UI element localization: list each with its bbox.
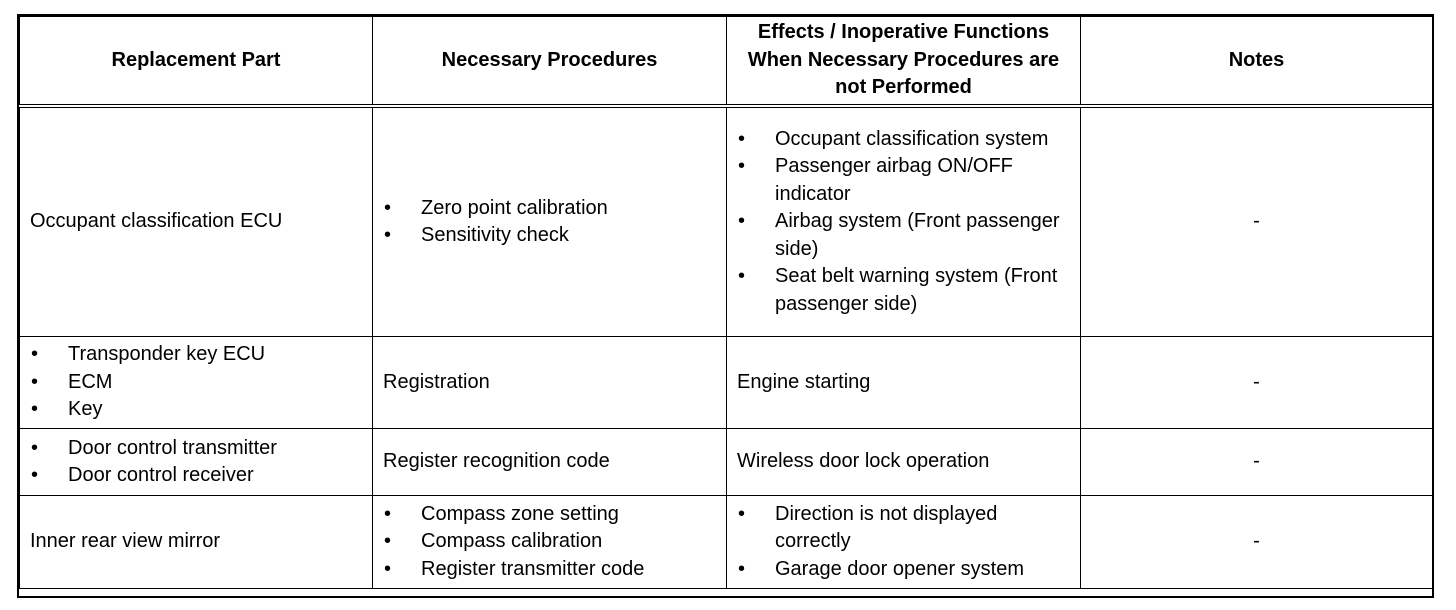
effects-cell: Engine starting [727, 337, 1081, 429]
list-item: • Sensitivity check [383, 222, 716, 250]
effects-list [737, 126, 1070, 319]
table-row [20, 429, 1433, 496]
list-item: • ECM [30, 369, 362, 397]
list-item: • Seat belt warning system (Front passenger side) [737, 263, 1070, 318]
part-cell: Occupant classification ECU [20, 106, 373, 337]
list-item: • Airbag system (Front passenger side) [737, 208, 1070, 263]
effects-cell [727, 106, 1081, 337]
parts-list [30, 435, 362, 490]
procedures-cell [373, 496, 727, 589]
list-item: • Door control transmitter [30, 435, 362, 463]
list-item: • Direction is not displayed correctly [737, 501, 1070, 556]
notes-cell: - [1081, 337, 1433, 429]
table-row [20, 496, 1433, 589]
list-item: • Key [30, 396, 362, 424]
list-item: • Occupant classification system [737, 126, 1070, 154]
part-cell [20, 429, 373, 496]
procedures-cell: Registration [373, 337, 727, 429]
list-item: • Register transmitter code [383, 556, 716, 584]
list-item: • Garage door opener system [737, 556, 1070, 584]
list-item: • Door control receiver [30, 462, 362, 490]
header-notes: Notes [1081, 17, 1433, 107]
replacement-procedures-table [19, 16, 1433, 589]
list-item: • Compass zone setting [383, 501, 716, 529]
table-header-row [20, 17, 1433, 107]
procedures-cell [373, 106, 727, 337]
notes-cell: - [1081, 106, 1433, 337]
list-item: • Passenger airbag ON/OFF indicator [737, 153, 1070, 208]
list-item: • Zero point calibration [383, 195, 716, 223]
notes-cell: - [1081, 496, 1433, 589]
table-row [20, 337, 1433, 429]
part-cell [20, 337, 373, 429]
effects-cell: Wireless door lock operation [727, 429, 1081, 496]
header-effects: Effects / Inoperative Functions When Necessary Procedures are not Performed [727, 17, 1081, 107]
table-row [20, 106, 1433, 337]
list-item: • Compass calibration [383, 528, 716, 556]
procedures-list [383, 195, 716, 250]
procedures-cell: Register recognition code [373, 429, 727, 496]
header-replacement-part: Replacement Part [20, 17, 373, 107]
parts-list [30, 341, 362, 424]
list-item: • Transponder key ECU [30, 341, 362, 369]
notes-cell: - [1081, 429, 1433, 496]
effects-list [737, 501, 1070, 584]
header-necessary-procedures: Necessary Procedures [373, 17, 727, 107]
effects-cell [727, 496, 1081, 589]
procedures-list [383, 501, 716, 584]
part-cell: Inner rear view mirror [20, 496, 373, 589]
